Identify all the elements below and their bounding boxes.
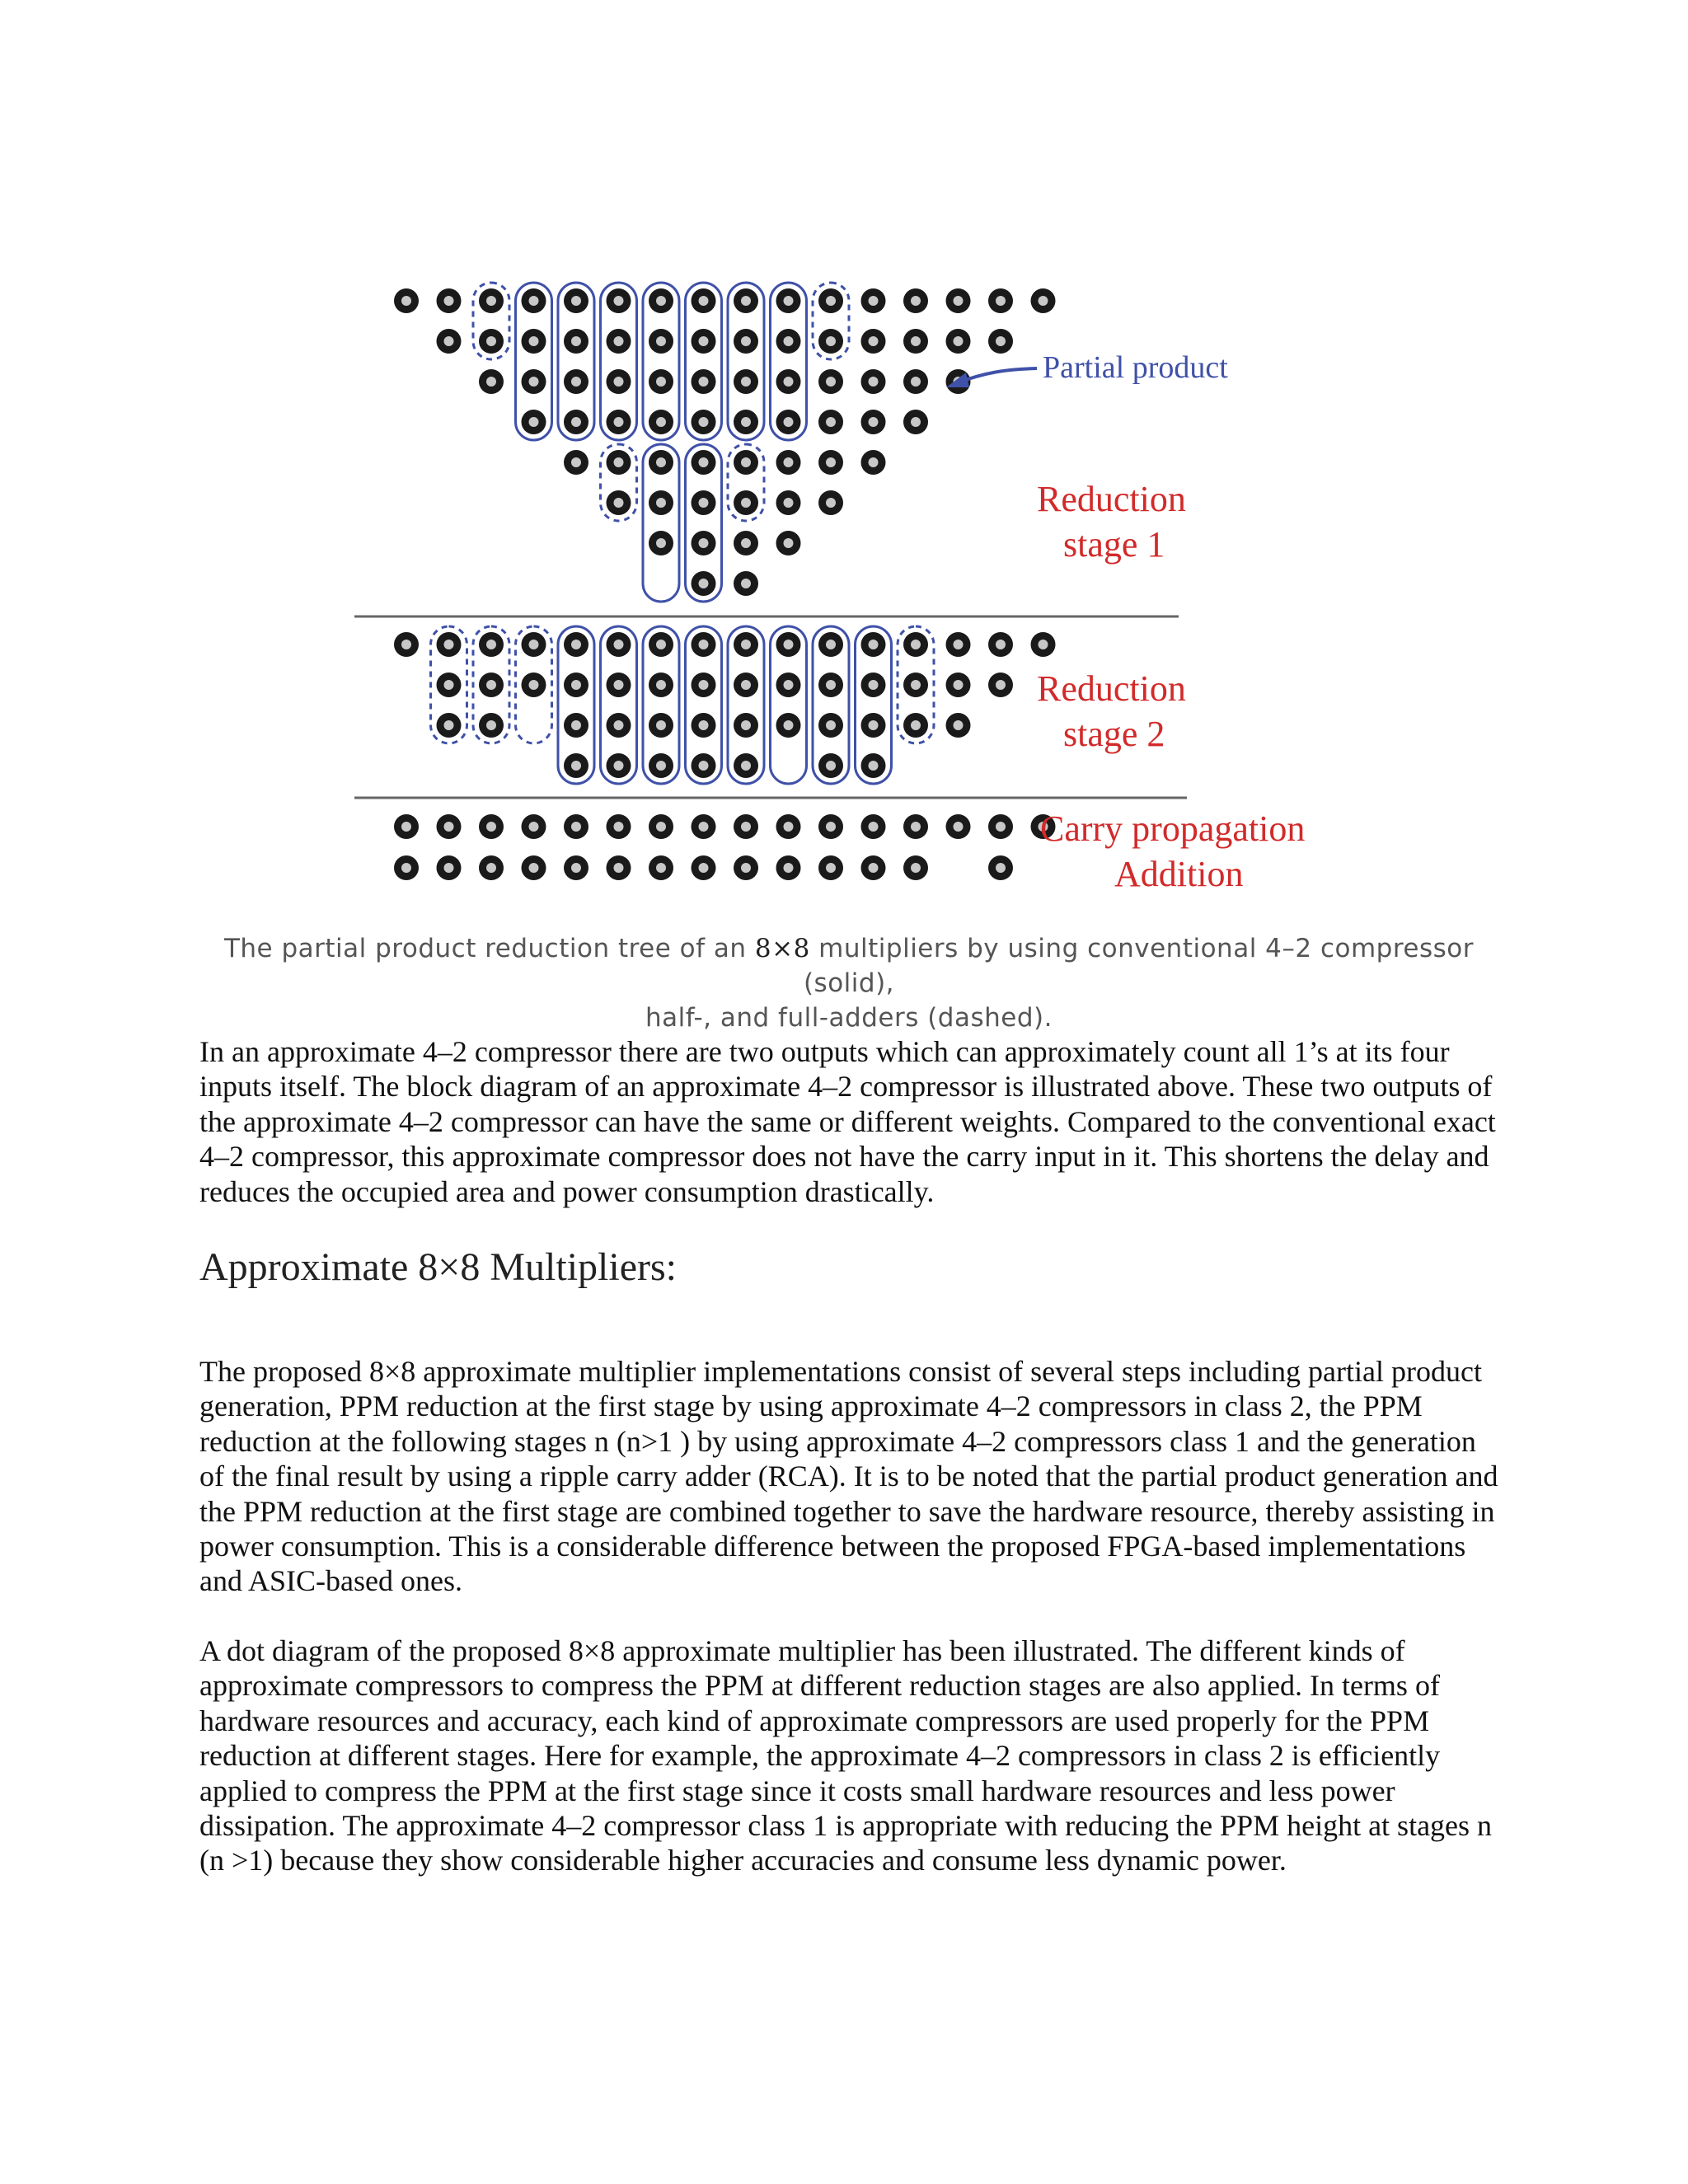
dot [607,329,631,354]
dot [734,632,758,657]
dot [649,531,673,555]
dot [988,632,1013,657]
dot [818,855,843,880]
dot [861,855,886,880]
dot [479,713,504,738]
dot [479,329,504,354]
dot [564,369,588,394]
dot [734,531,758,555]
dot [988,855,1013,880]
dot [692,753,716,778]
dot [437,713,462,738]
caption-line-1 [181,931,1517,1001]
dot [649,855,673,880]
dot [946,329,971,354]
dot-grid [394,288,1056,880]
dot [734,571,758,596]
dot [734,713,758,738]
dot [522,814,546,839]
dot [903,410,928,434]
dot [861,753,886,778]
dot [692,713,716,738]
dot [776,329,801,354]
dot [988,673,1013,697]
dot [692,369,716,394]
dot [861,814,886,839]
dot [649,753,673,778]
dot [522,410,546,434]
cpa-label-line2: Addition [1114,854,1244,894]
dot [988,288,1013,313]
dot [564,713,588,738]
dot [479,288,504,313]
dot [649,632,673,657]
dot [903,288,928,313]
dot [818,410,843,434]
dot [394,855,419,880]
dot [437,329,462,354]
dot [649,329,673,354]
dot [437,632,462,657]
paragraph-dot-diagram: A dot diagram of the proposed 8×8 approximate multiplier has been illustrated. The different kinds of approximate compressors to compress the PPM at different reduction stages are also applied. In terms of hardware resources and accuracy, each kind of approximate compressors are used properly for the PPM reduction at different stages. Here for example, the approximate 4–2 compressors in class 2 is efficiently applied to compress the PPM at the first stage since it costs small hardware resources and less power dissipation. The approximate 4–2 compressor class 1 is appropriate with reducing the PPM height at stages n (n >1) because they show considerable higher accuracies and consume less dynamic power. [199,1634,1493,1877]
dot [861,369,886,394]
dot [607,369,631,394]
dot [861,329,886,354]
dot [649,450,673,475]
dot [522,329,546,354]
dot [818,288,843,313]
dot [776,814,801,839]
dot [988,814,1013,839]
dot [776,531,801,555]
dot [818,713,843,738]
dot [607,288,631,313]
dot [734,450,758,475]
cpa-label-line1: Carry propagation [1040,808,1306,849]
dot [649,288,673,313]
dot [564,329,588,354]
dot [946,288,971,313]
dot [437,855,462,880]
dot [692,855,716,880]
dot [692,571,716,596]
dot [649,713,673,738]
dot [692,531,716,555]
section-heading: Approximate 8×8 Multipliers: [199,1245,677,1289]
dot [818,632,843,657]
dot [564,410,588,434]
dot [903,855,928,880]
dot [734,369,758,394]
dot [734,410,758,434]
dot [1031,632,1056,657]
dot [776,713,801,738]
dot [818,673,843,697]
dot [522,855,546,880]
dot [734,288,758,313]
stage2-label-line1: Reduction [1037,668,1186,709]
dot [734,753,758,778]
dot [776,410,801,434]
caption-text: The partial product reduction tree of an [223,934,755,963]
dot [607,450,631,475]
dot [692,814,716,839]
dot [734,490,758,515]
dot [776,369,801,394]
dot [861,632,886,657]
dot [818,369,843,394]
dot [946,713,971,738]
dot [692,288,716,313]
dot [607,490,631,515]
dot [734,673,758,697]
dot [607,855,631,880]
stage1-label-line1: Reduction [1037,479,1186,519]
dot [607,814,631,839]
caption-math: 8×8 [754,934,810,963]
dot [903,713,928,738]
dot [479,369,504,394]
dot [522,369,546,394]
dot [522,288,546,313]
paragraph-proposed-implementation: The proposed 8×8 approximate multiplier implementations consist of several steps including partial product generation, PPM reduction at the first stage by using approximate 4–2 compressors in class 2, the PPM reduction at the following stages n (n>1 ) by using approximate 4–2 compressors class 1 and the generation of the final result by using a ripple carry adder (RCA). It is to be noted that the partial product generation and the PPM reduction at the first stage are combined together to save the hardware resource, thereby assisting in power consumption. This is a considerable difference between the proposed FPGA-based implementations and ASIC-based ones. [199,1355,1498,1598]
dot [692,410,716,434]
dot [564,814,588,839]
dot [564,753,588,778]
dot [903,329,928,354]
dot [522,673,546,697]
dot [861,673,886,697]
dot [903,369,928,394]
dot [903,632,928,657]
dot [818,329,843,354]
dot [776,288,801,313]
dot [776,855,801,880]
dot [946,814,971,839]
dot [776,450,801,475]
dot [776,632,801,657]
dot [479,855,504,880]
dot [649,814,673,839]
dot [607,753,631,778]
dot [564,673,588,697]
dot [776,490,801,515]
dot [479,814,504,839]
dot [861,450,886,475]
reduction-tree-figure [0,0,1688,923]
caption-text-end: multipliers by using conventional 4–2 compressor (solid), [803,934,1475,998]
dot [818,490,843,515]
dot [437,814,462,839]
dot [564,288,588,313]
dot [607,673,631,697]
dot [649,410,673,434]
dot [394,814,419,839]
dot [692,490,716,515]
dot [649,369,673,394]
dot [479,632,504,657]
dot [394,288,419,313]
dot [734,814,758,839]
dot [776,673,801,697]
dot [1031,288,1056,313]
figure-caption [181,931,1517,1035]
dot [861,713,886,738]
dot [861,288,886,313]
dot [607,410,631,434]
dot [692,329,716,354]
compressor-boxes [431,283,935,784]
dot [946,673,971,697]
stage1-label-line2: stage 1 [1063,524,1165,565]
dot [692,673,716,697]
dot [861,410,886,434]
partial-product-label: Partial product [1043,350,1228,385]
dot [479,673,504,697]
paragraph-compressor: In an approximate 4–2 compressor there are two outputs which can approximately count all 1’s at its four inputs itself. The block diagram of an approximate 4–2 compressor is illustrated above. These two outputs of the approximate 4–2 compressor can have the same or different weights. Compared to the conventional exact 4–2 compressor, this approximate compressor does not have the carry input in it. This shortens the delay and reduces the occupied area and power consumption drastically. [199,1035,1496,1208]
dot [607,632,631,657]
dot [903,673,928,697]
dot [649,673,673,697]
dot [564,855,588,880]
dot [394,632,419,657]
dot [564,632,588,657]
dot [946,632,971,657]
dot [734,855,758,880]
dot [692,632,716,657]
dot [734,329,758,354]
dot [607,713,631,738]
dot [522,632,546,657]
dot [692,450,716,475]
dot [988,329,1013,354]
dot [437,288,462,313]
dot [903,814,928,839]
dot [437,673,462,697]
stage2-label-line2: stage 2 [1063,714,1165,754]
caption-line-2: half-, and full-adders (dashed). [645,1003,1053,1033]
dot [818,814,843,839]
dot [818,450,843,475]
dot [818,753,843,778]
dot [649,490,673,515]
dot [564,450,588,475]
